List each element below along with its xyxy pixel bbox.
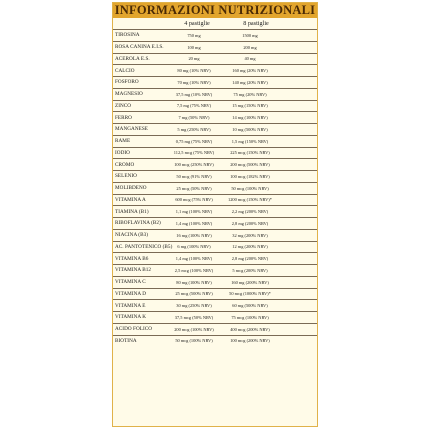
amount-8-tablets: 14 mg (100% NRV) [232, 115, 268, 121]
amount-4-tablets: 100 mg [187, 44, 201, 50]
nutrient-name: FERRO [115, 114, 132, 121]
amount-4-tablets: 1,4 mg (100% NRV) [175, 220, 213, 226]
nutrient-name: NIACINA (B3) [115, 232, 149, 239]
amount-4-tablets: 7 mg (50% NRV) [178, 115, 210, 121]
amount-8-tablets: 1500 mg [242, 32, 258, 38]
nutrient-row [113, 158, 317, 170]
amount-4-tablets: 25 mcg (50% NRV) [176, 185, 212, 191]
amount-4-tablets: 37,5 mcg (50% NRV) [174, 314, 214, 320]
nutrient-name: MAGNESIO [115, 91, 143, 98]
amount-8-tablets: 100 mcg (200% NRV) [230, 338, 270, 344]
nutrient-name: MANGANESE [115, 126, 149, 133]
amount-4-tablets: 1,4 mg (100% NRV) [175, 256, 213, 262]
nutrient-row [113, 217, 317, 229]
amount-4-tablets: 600 mcg (75% NRV) [175, 197, 213, 203]
amount-8-tablets: 12 mg (200% NRV) [232, 244, 268, 250]
nutrient-name: MOLIBDENO [115, 185, 147, 192]
nutrient-row [113, 88, 317, 100]
amount-8-tablets: 32 mg (200% NRV) [232, 232, 268, 238]
nutrient-row [113, 264, 317, 276]
nutrient-row [113, 64, 317, 76]
amount-4-tablets: 112,5 mcg (75% NRV) [173, 150, 215, 156]
nutrient-name: CALCIO [115, 67, 135, 74]
amount-4-tablets: 200 mcg (100% NRV) [174, 326, 214, 332]
nutrient-row [113, 229, 317, 241]
nutrient-row [113, 182, 317, 194]
nutrient-row [113, 276, 317, 288]
amount-4-tablets: 70 mg (10% NRV) [177, 79, 211, 85]
nutrient-name: ROSA CANINA E.I.S. [115, 44, 164, 51]
nutrient-row [113, 194, 317, 206]
nutrient-name: ACEROLA E.S. [115, 55, 150, 62]
amount-8-tablets: 60 mg (500% NRV) [232, 303, 268, 309]
amount-8-tablets: 1,5 mg (150% NRV) [231, 138, 269, 144]
nutrient-name: ACIDO FOLICO [115, 326, 153, 333]
nutrient-name: VITAMINA D [115, 290, 147, 297]
amount-4-tablets: 16 mg (100% NRV) [176, 232, 212, 238]
nutrient-row [113, 147, 317, 159]
nutrient-row [113, 170, 317, 182]
amount-4-tablets: 0,75 mg (75% NRV) [175, 138, 213, 144]
amount-8-tablets: 2,8 mg (200% NRV) [231, 256, 269, 262]
nutrient-row [113, 241, 317, 253]
nutrient-name: BIOTINA [115, 337, 137, 344]
nutrient-name: IODIO [115, 149, 130, 156]
amount-8-tablets: 40 mg [244, 56, 256, 62]
amount-8-tablets: 75 mcg (100% NRV) [231, 314, 269, 320]
amount-8-tablets: 2,8 mg (200% NRV) [231, 220, 269, 226]
amount-8-tablets: 100 mcg (182% NRV) [230, 173, 270, 179]
nutrient-name: RAME [115, 138, 131, 145]
nutrition-facts-panel [112, 2, 318, 427]
nutrient-row [113, 123, 317, 135]
nutrient-row [113, 252, 317, 264]
amount-4-tablets: 750 mg [187, 32, 201, 38]
nutrient-name: VITAMINA A [115, 196, 146, 203]
nutrient-row [113, 76, 317, 88]
amount-8-tablets: 50 mcg (100% NRV) [231, 185, 269, 191]
amount-4-tablets: 5 mg (250% NRV) [177, 126, 211, 132]
amount-8-tablets: 140 mg (20% NRV) [232, 79, 268, 85]
nutrient-row [113, 41, 317, 53]
amount-4-tablets: 100 mcg (250% NRV) [174, 162, 214, 168]
amount-4-tablets: 7,5 mg (75% NRV) [176, 103, 212, 109]
amount-4-tablets: 80 mg (100% NRV) [176, 279, 212, 285]
nutrient-name: CROMO [115, 161, 135, 168]
amount-4-tablets: 2,5 mcg (100% NRV) [174, 267, 214, 273]
nutrient-name: AC. PANTOTENICO (B5) [115, 243, 173, 250]
nutrient-row [113, 53, 317, 65]
amount-8-tablets: 160 mg (20% NRV) [232, 68, 268, 74]
amount-8-tablets: 160 mg (200% NRV) [231, 279, 269, 285]
column-headers [113, 18, 317, 29]
amount-8-tablets: 400 mcg (200% NRV) [230, 326, 270, 332]
nutrient-name: VITAMINA B12 [115, 267, 152, 274]
nutrient-row [113, 311, 317, 323]
nutrient-name: VITAMINA K [115, 314, 147, 321]
amount-8-tablets: 15 mg (150% NRV) [232, 103, 268, 109]
nutrition-title: INFORMAZIONI NUTRIZIONALI [114, 3, 316, 17]
nutrient-row [113, 135, 317, 147]
nutrient-row [113, 111, 317, 123]
column-header-spacer [113, 18, 167, 29]
amount-4-tablets: 30 mg (250% NRV) [176, 303, 212, 309]
amount-8-tablets: 5 mcg (200% NRV) [232, 267, 268, 273]
nutrient-row [113, 335, 317, 347]
amount-8-tablets: 75 mg (20% NRV) [233, 91, 267, 97]
amount-8-tablets: 200 mg [243, 44, 257, 50]
nutrient-row [113, 323, 317, 335]
column-header-8-tablets: 8 pastiglie [243, 20, 269, 27]
amount-4-tablets: 37,5 mg (10% NRV) [175, 91, 213, 97]
amount-4-tablets: 50 mcg (100% NRV) [175, 338, 213, 344]
nutrient-name: RIBOFLAVINA (B2) [115, 220, 161, 227]
nutrient-name: TIROSINA [115, 32, 140, 39]
amount-8-tablets: 225 mcg (150% NRV) [230, 150, 270, 156]
amount-8-tablets: 200 mcg (500% NRV) [230, 162, 270, 168]
nutrient-row [113, 288, 317, 300]
nutrient-row [113, 29, 317, 41]
nutrient-name: SELENIO [115, 173, 137, 180]
nutrient-name: ZINCO [115, 102, 132, 109]
nutrient-row [113, 205, 317, 217]
nutrient-name: FOSFORO [115, 79, 139, 86]
amount-4-tablets: 80 mg (10% NRV) [177, 68, 211, 74]
column-header-4-tablets: 4 pastiglie [184, 20, 210, 27]
amount-8-tablets: 1200 mcg (150% NRV)* [228, 197, 272, 203]
amount-4-tablets: 6 mg (100% NRV) [177, 244, 211, 250]
nutrient-row [113, 299, 317, 311]
amount-4-tablets: 20 mg [188, 56, 200, 62]
nutrient-name: VITAMINA B6 [115, 255, 149, 262]
nutrient-name: TIAMINA (B1) [115, 208, 149, 215]
nutrient-name: VITAMINA E [115, 302, 146, 309]
amount-8-tablets: 50 mcg (1000% NRV)* [229, 291, 271, 297]
amount-4-tablets: 50 mcg (91% NRV) [176, 173, 212, 179]
amount-4-tablets: 25 mcg (500% NRV) [175, 291, 213, 297]
nutrient-table [113, 29, 317, 346]
amount-8-tablets: 10 mg (500% NRV) [232, 126, 268, 132]
amount-4-tablets: 1,1 mg (100% NRV) [175, 209, 213, 215]
amount-8-tablets: 2,2 mg (200% NRV) [231, 209, 269, 215]
nutrient-row [113, 100, 317, 112]
nutrient-name: VITAMINA C [115, 279, 146, 286]
